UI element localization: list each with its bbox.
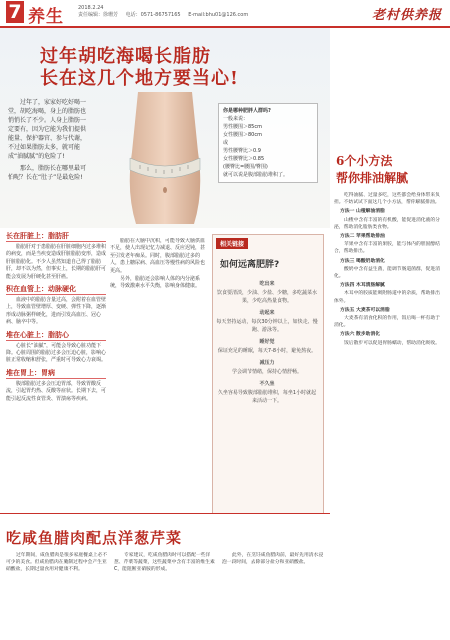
intro-paragraph: 那么，脂肪长在哪里最可怕呢？长在“肚子”是最危险!	[8, 165, 87, 181]
method-heading: 方法六 散步助消化	[340, 332, 381, 338]
tip-text: 保证充足的睡眠，每天7-8小时，避免熬夜。	[217, 348, 317, 354]
method-heading: 方法五 大麦茶可以消脂	[340, 307, 390, 313]
article-column-middle	[110, 238, 208, 510]
section-divider	[0, 513, 330, 514]
info-line: 男性腰臀比＞0.9	[223, 148, 261, 154]
article-column-left	[6, 228, 106, 510]
intro-text	[8, 98, 88, 185]
issue-date: 2018.2.24	[78, 5, 104, 11]
article-column-right	[334, 192, 442, 632]
article-paragraph: 此外，在烹饪咸鱼腊肉前，最好先用清水浸泡一段时间，去除部分盐分和亚硝酸盐。	[222, 553, 324, 566]
tip-heading: 动起来	[259, 310, 275, 316]
tip-heading: 不久坐	[259, 381, 275, 387]
info-box-question: 你是哪种肥胖人群吗?	[223, 108, 271, 114]
tips-list	[216, 276, 318, 407]
info-line: 女性腰臀比＞0.85	[223, 156, 265, 162]
article-paragraph: 苹果中含有丰富的果胶，能与体内的胆固醇结合，帮助排出。	[334, 242, 440, 255]
info-line: (腰臀比=腰围/臀围)	[223, 164, 268, 170]
headline-line-1: 过年胡吃海喝长脂肪	[40, 46, 211, 67]
article-paragraph: 脂肪肝对于患脂肪在肝脏细胞内过多堆积的病变，而是当疾变造成肝脏脂肪变形，造成肝脏脂肪化。不少人虽然知道自己得了脂肪肝，却不以为然，但事实上，长期的脂肪肝可能会发展为肝硬化甚至肝癌。	[6, 244, 106, 280]
page-number: 7	[6, 1, 24, 23]
subheading-fatty-liver: 长在肝脏上：脂肪肝	[6, 231, 106, 242]
tip-text: 每天坚持运动，每次30分钟以上，如快走、慢跑、游泳等。	[216, 319, 318, 333]
article-paragraph: 腹部脂肪过多会压迫胃部，导致胃酸反流，引起胃灼热、反酸等症状。长期下去，可能引起反流性食管炎、胃溃疡等疾病。	[6, 380, 106, 402]
intro-paragraph: 过年了，家家好吃好喝一堂，胡吃海喝，身上的脂肪也悄悄长了不少。人身上脂肪一定要有，因为它能为我们提供能量、保护器官、参与代谢，不过如果脂肪太多，就可能成“油腻腻”的危险了!	[8, 99, 87, 160]
article-paragraph: 另外，脂肪还会影响人体的内分泌系统，导致激素水平失衡，影响身体健康。	[110, 276, 201, 290]
article-paragraph: 酸奶中含有益生菌，能调节肠道菌群，促进消化。	[334, 266, 440, 280]
article-paragraph: 过年期间，咸鱼腊肉是很多家庭餐桌上必不可少的美食。但咸鱼腊肉在腌制过程中会产生亚硝酸盐，长期过量食用对健康不利。	[6, 553, 108, 573]
method-heading: 方法一 山楂解油消脂	[340, 209, 385, 215]
related-link-tag: 相关链接	[216, 238, 248, 249]
email-address: E-mail:bhu01@126.com	[188, 12, 249, 18]
article-paragraph: 木耳中的胶质能吸附肠道中的杂质，帮助排出体外。	[334, 291, 440, 304]
page-header	[0, 0, 450, 28]
article-paragraph: 专家建议，吃咸鱼腊肉时可以搭配一些洋葱、芹菜等蔬菜，这些蔬菜中含有丰富的维生素C，能阻断亚硝胺的形成。	[114, 553, 215, 573]
section-title: 养生	[28, 7, 64, 27]
info-line: 就可以说是腹部脂肪堆积了。	[223, 172, 289, 178]
info-line: 男性腰围＞85cm	[223, 124, 262, 130]
info-line: 或	[223, 140, 229, 146]
subheading-fatty-heart: 堆在心脏上：脂肪心	[6, 330, 106, 341]
article-paragraph: 血液中的脂肪含量过高，会附着在血管壁上，导致血管壁增厚、变硬、弹性下降，逐渐形成动脉粥样硬化，进而引发高血压、冠心病、脑卒中等。	[6, 297, 106, 326]
bottom-column-2	[114, 552, 216, 640]
info-box	[218, 103, 318, 183]
bottom-column-1	[6, 552, 108, 640]
method-heading: 方法三 喝酸奶助消化	[340, 258, 385, 264]
info-line: 女性腰围＞80cm	[223, 132, 262, 138]
tip-text: 久坐容易导致腹部脂肪堆积，每坐1小时就起来活动一下。	[217, 390, 317, 404]
article-paragraph: 心脏长“油腻”，可能会导致心脏功能下降。心脏周围的脂肪过多会压迫心脏，影响心脏正常收缩和舒张，严重时可导致心力衰竭。	[6, 342, 106, 364]
method-heading: 方法四 木耳清肠解腻	[340, 283, 385, 289]
right-headline-line-2: 帮你排油解腻	[336, 171, 409, 185]
bottom-headline: 吃咸鱼腊肉配点洋葱芹菜	[6, 529, 183, 547]
bottom-column-3	[222, 552, 324, 640]
subheading-stomach: 堆在胃上：胃病	[6, 368, 106, 379]
article-paragraph: 饭后散步可以促进胃肠蠕动，帮助消化吸收。	[344, 340, 440, 346]
subheading-arteriosclerosis: 积在血管上：动脉硬化	[6, 284, 106, 295]
info-line: 一般来说：	[223, 116, 249, 122]
editor-credit: 责任编辑：徐珊芳	[78, 12, 119, 18]
tip-heading: 睡好觉	[259, 339, 275, 345]
tip-heading: 减压力	[259, 360, 275, 366]
phone-number: 电话：0571-86757165	[125, 12, 181, 18]
sidebar-title: 如何远离肥胖?	[220, 260, 280, 270]
tip-text: 学会调节情绪，保持心情舒畅。	[231, 369, 302, 375]
method-heading: 方法二 苹果帮助排油	[340, 234, 385, 240]
tip-heading: 吃出来	[259, 281, 275, 287]
article-paragraph: 山楂中含有丰富的有机酸，能促进消化液的分泌，帮助消化脂肪类食物。	[334, 217, 440, 230]
headline-line-2: 长在这几个地方要当心!	[40, 68, 239, 89]
article-paragraph: 脂肪在大脑中沉积，可能导致大脑供血不足，使人出现记忆力减退、反应迟钝，甚至引发老年痴呆。同时，腹部脂肪过多的人，患上糖尿病、高血压等慢性病的风险也更高。	[110, 238, 206, 274]
article-paragraph: 吃得油腻、过量多吃，这些都会给身体带来负担。不妨试试下面这几个小方法，帮你解腻排油。	[334, 193, 440, 206]
article-paragraph: 大麦茶有消食化积的作用，饭后喝一杯有助于消化。	[334, 316, 440, 329]
tip-text: 饮食要清淡，少油、少盐、少糖，多吃蔬菜水果，少吃高热量食物。	[216, 290, 317, 304]
torso-measuring-tape-image	[120, 92, 210, 224]
newspaper-logo: 老村供养报	[371, 8, 442, 23]
header-meta	[78, 5, 254, 19]
right-headline-line-1: 6个小方法	[336, 154, 393, 168]
